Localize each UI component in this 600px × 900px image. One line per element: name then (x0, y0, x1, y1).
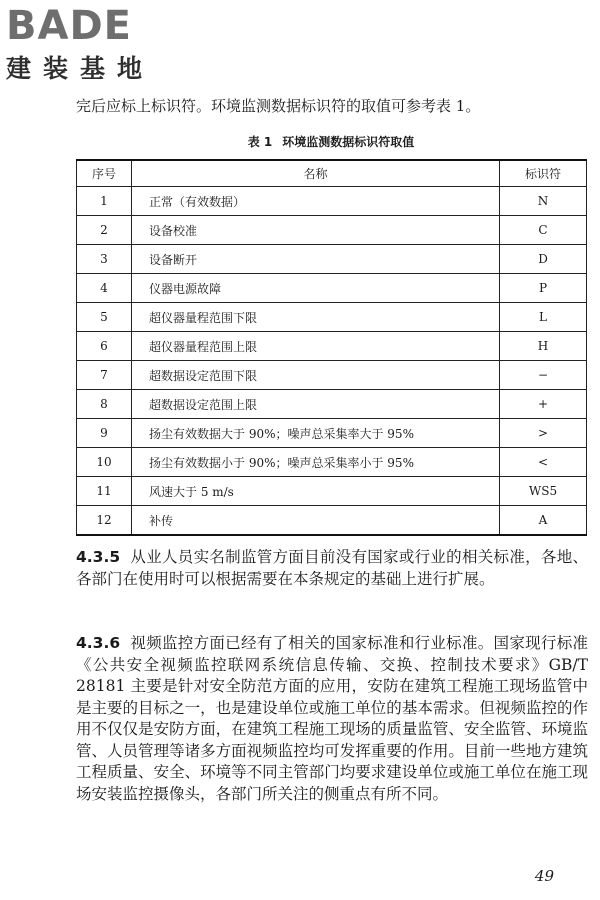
cell-no: 4 (77, 274, 132, 303)
cell-no: 5 (77, 303, 132, 332)
watermark-logo (6, 4, 181, 86)
table-row (77, 448, 587, 477)
clause-text: 从业人员实名制监管方面目前没有国家或行业的相关标准，各地、各部门在使用时可以根据需要在本条规定的基础上进行扩展。 (76, 548, 588, 588)
cell-id: P (500, 274, 587, 303)
table-caption-number: 表 1 (247, 135, 273, 149)
cell-id: D (500, 245, 587, 274)
header-id: 标识符 (500, 160, 587, 187)
cell-name: 补传 (132, 506, 500, 536)
table-caption-title: 环境监测数据标识符取值 (282, 135, 415, 149)
page-number: 49 (534, 867, 554, 885)
table-row (77, 216, 587, 245)
table-header-row (77, 160, 587, 187)
cell-no: 6 (77, 332, 132, 361)
cell-no: 3 (77, 245, 132, 274)
cell-no: 2 (77, 216, 132, 245)
logo-text-en: BADE (6, 3, 132, 49)
cell-id: > (500, 419, 587, 448)
cell-id: − (500, 361, 587, 390)
cell-id: WS5 (500, 477, 587, 506)
table-row (77, 419, 587, 448)
table-row (77, 303, 587, 332)
clause-text: 视频监控方面已经有了相关的国家标准和行业标准。国家现行标准《公共安全视频监控联网系统信息传输、交换、控制技术要求》GB/T 28181 主要是针对安全防范方面的应用，安防在建筑工程施工现场监管中是主要的目标之一，也是建设单位或施工单位的基本需求。但视频监控的作用不仅仅是安防方面，在建筑工程施工现场的质量监管、安全监管、环境监管、人员管理等诸多方面视频监控均可发挥重要的作用。目前一些地方建筑工程质量、安全、环境等不同主管部门均要求建设单位或施工单位在施工现场安装监控摄像头，各部门所关注的侧重点有所不同。 (76, 634, 588, 803)
cell-name: 超仪器量程范围下限 (132, 303, 500, 332)
clause-number: 4.3.6 (76, 634, 121, 652)
clause-4-3-6 (76, 633, 588, 805)
cell-id: + (500, 390, 587, 419)
cell-name: 超数据设定范围上限 (132, 390, 500, 419)
clause-4-3-5 (76, 547, 588, 590)
cell-name: 风速大于 5 m/s (132, 477, 500, 506)
table-body (77, 187, 587, 536)
table-caption (76, 133, 586, 151)
cell-no: 10 (77, 448, 132, 477)
cell-name: 正常（有效数据） (132, 187, 500, 216)
cell-id: L (500, 303, 587, 332)
cell-no: 8 (77, 390, 132, 419)
cell-no: 7 (77, 361, 132, 390)
cell-name: 仪器电源故障 (132, 274, 500, 303)
cell-name: 设备断开 (132, 245, 500, 274)
table-row (77, 245, 587, 274)
cell-id: N (500, 187, 587, 216)
cell-name: 超仪器量程范围上限 (132, 332, 500, 361)
cell-name: 扬尘有效数据大于 90%；噪声总采集率大于 95% (132, 419, 500, 448)
identifier-table (76, 159, 587, 536)
cell-id: C (500, 216, 587, 245)
cell-no: 1 (77, 187, 132, 216)
cell-name: 扬尘有效数据小于 90%；噪声总采集率小于 95% (132, 448, 500, 477)
table-row (77, 477, 587, 506)
clause-number: 4.3.5 (76, 548, 121, 566)
cell-id: < (500, 448, 587, 477)
intro-paragraph: 完后应标上标识符。环境监测数据标识符的取值可参考表 1。 (76, 97, 481, 115)
table-row (77, 274, 587, 303)
header-name: 名称 (132, 160, 500, 187)
cell-id: H (500, 332, 587, 361)
cell-name: 设备校准 (132, 216, 500, 245)
table-row (77, 187, 587, 216)
cell-id: A (500, 506, 587, 536)
logo-text-cn: 建装基地 (6, 54, 155, 83)
cell-no: 11 (77, 477, 132, 506)
table-row (77, 506, 587, 536)
table-row (77, 390, 587, 419)
table-row (77, 361, 587, 390)
cell-no: 9 (77, 419, 132, 448)
table-row (77, 332, 587, 361)
cell-name: 超数据设定范围下限 (132, 361, 500, 390)
header-no: 序号 (77, 160, 132, 187)
cell-no: 12 (77, 506, 132, 536)
